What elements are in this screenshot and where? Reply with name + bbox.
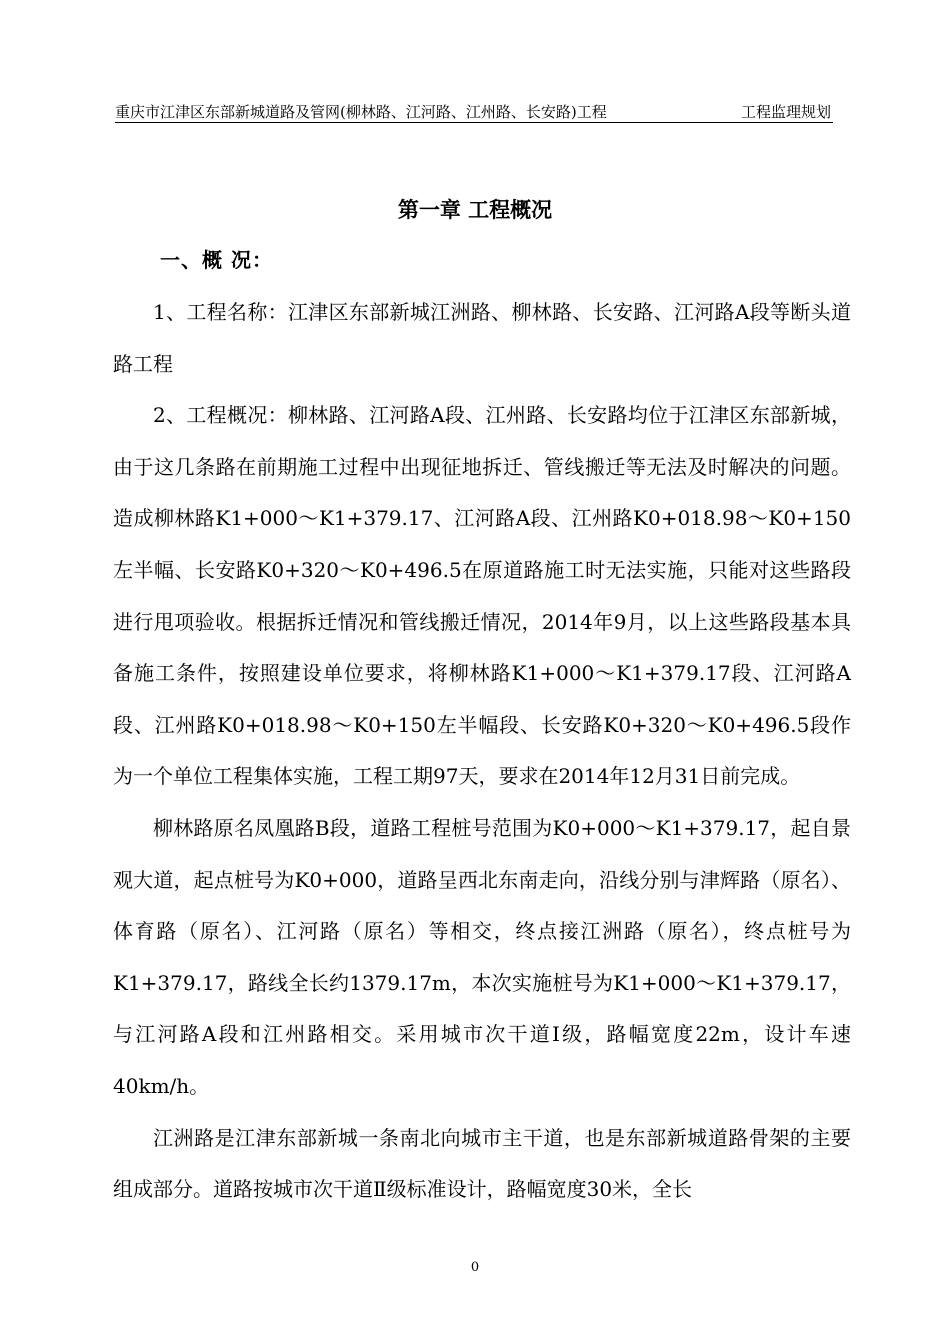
paragraph-liulin-road: 柳林路原名凤凰路B段，道路工程桩号范围为K0+000～K1+379.17，起自景观大道，起点桩号为K0+000，道路呈西北东南走向，沿线分别与津辉路（原名）、体育路（原名）、江河路（原名）等相交，终点接江洲路（原名），终点桩号为K1+379.17，路线全长约1379.17m，本次实施桩号为K1+000～K1+379.17，与江河路A段和江州路相交。采用城市次干道Ⅰ级，路幅宽度22m，设计车速40km/h。: [113, 815, 851, 1098]
paragraph-jiangzhou-road: 江洲路是江津东部新城一条南北向城市主干道，也是东部新城道路骨架的主要组成部分。道路按城市次干道Ⅱ级标准设计，路幅宽度30米，全长: [113, 1125, 851, 1202]
paragraph-project-name: 1、工程名称：江津区东部新城江洲路、柳林路、长安路、江河路A段等断头道路工程: [113, 300, 851, 376]
page-header: [115, 102, 833, 123]
chapter-title: 第一章 工程概况: [397, 198, 553, 222]
page-number: 0: [470, 1260, 480, 1275]
header-document-type: 工程监理规划: [740, 103, 831, 121]
paragraph-project-overview: 2、工程概况：柳林路、江河路A段、江州路、长安路均位于江津区东部新城，由于这几条路在前期施工过程中出现征地拆迁、管线搬迁等无法及时解决的问题。造成柳林路K1+000～K1+379.17、江河路A段、江州路K0+018.98～K0+150左半幅、长安路K0+320～K0+496.5在原道路施工时无法实施，只能对这些路段进行甩项验收。根据拆迁情况和管线搬迁情况，2014年9月，以上这些路段基本具备施工条件，按照建设单位要求，将柳林路K1+000～K1+379.17段、江河路A段、江州路K0+018.98～K0+150左半幅段、长安路K0+320～K0+496.5段作为一个单位工程集体实施，工程工期97天，要求在2014年12月31日前完成。: [113, 403, 851, 789]
header-project-name: 重庆市江津区东部新城道路及管网(柳林路、江河路、江州路、长安路)工程: [115, 103, 607, 121]
section-title: 一、概 况：: [160, 248, 273, 272]
body-text: [113, 287, 851, 1216]
